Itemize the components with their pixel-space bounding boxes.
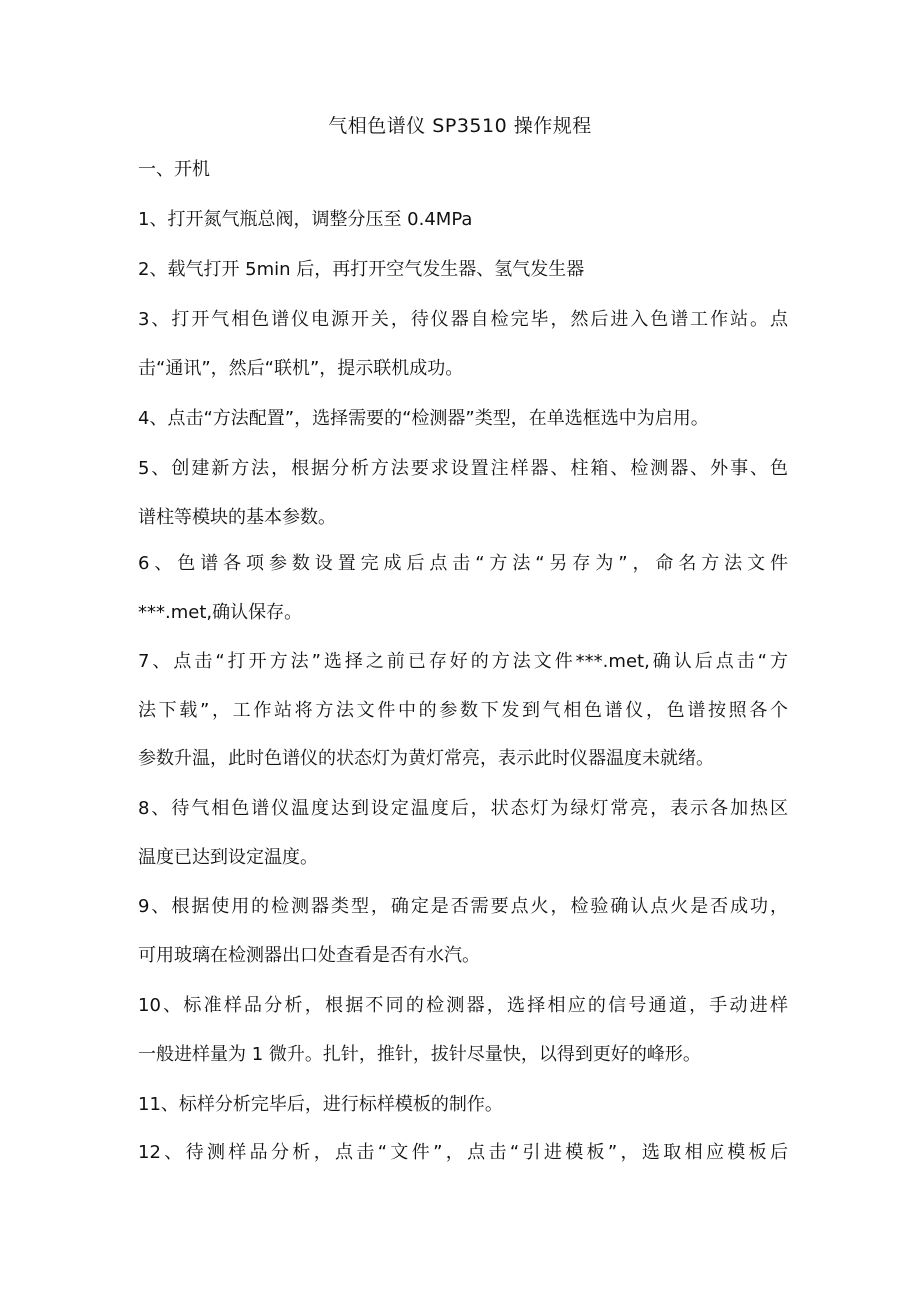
step-5-line-1: 5、创建新方法，根据分析方法要求设置注样器、柱箱、检测器、外事、色: [138, 458, 788, 479]
step-8-line-2: 温度已达到设定温度。: [138, 847, 318, 868]
step-10-line-2: 一般进样量为 1 微升。扎针，推针，拔针尽量快，以得到更好的峰形。: [138, 1044, 701, 1065]
document-title: 气相色谱仪 SP3510 操作规程: [328, 115, 592, 137]
step-3-line-1: 3、打开气相色谱仪电源开关，待仪器自检完毕，然后进入色谱工作站。点: [138, 309, 788, 330]
step-12-line-1: 12、待测样品分析，点击“文件”，点击“引进模板”，选取相应模板后: [138, 1142, 788, 1163]
step-10-line-1: 10、标准样品分析，根据不同的检测器，选择相应的信号通道，手动进样: [138, 995, 788, 1016]
step-7-line-1: 7、点击“打开方法”选择之前已存好的方法文件***.met,确认后点击“方: [138, 651, 788, 672]
step-7-line-2: 法下载”，工作站将方法文件中的参数下发到气相色谱仪，色谱按照各个: [138, 700, 788, 721]
step-9-line-1: 9、根据使用的检测器类型，确定是否需要点火，检验确认点火是否成功，: [138, 896, 788, 917]
step-2-line: 2、载气打开 5min 后，再打开空气发生器、氢气发生器: [138, 259, 585, 280]
step-5-line-2: 谱柱等模块的基本参数。: [138, 507, 336, 528]
step-1-line: 1、打开氮气瓶总阀，调整分压至 0.4MPa: [138, 209, 473, 230]
step-6-line-2: ***.met,确认保存。: [138, 602, 303, 623]
step-8-line-1: 8、待气相色谱仪温度达到设定温度后，状态灯为绿灯常亮，表示各加热区: [138, 798, 788, 819]
step-7-line-3: 参数升温，此时色谱仪的状态灯为黄灯常亮，表示此时仪器温度未就绪。: [138, 748, 714, 769]
step-3-line-2: 击“通讯”，然后“联机”，提示联机成功。: [138, 358, 464, 379]
step-4-line: 4、点击“方法配置”，选择需要的“检测器”类型，在单选框选中为启用。: [138, 408, 709, 429]
step-11-line: 11、标样分析完毕后，进行标样模板的制作。: [138, 1094, 503, 1115]
step-9-line-2: 可用玻璃在检测器出口处查看是否有水汽。: [138, 945, 480, 966]
step-6-line-1: 6、色谱各项参数设置完成后点击“方法“另存为”，命名方法文件: [138, 553, 788, 574]
section-heading-startup: 一、开机: [138, 159, 210, 180]
